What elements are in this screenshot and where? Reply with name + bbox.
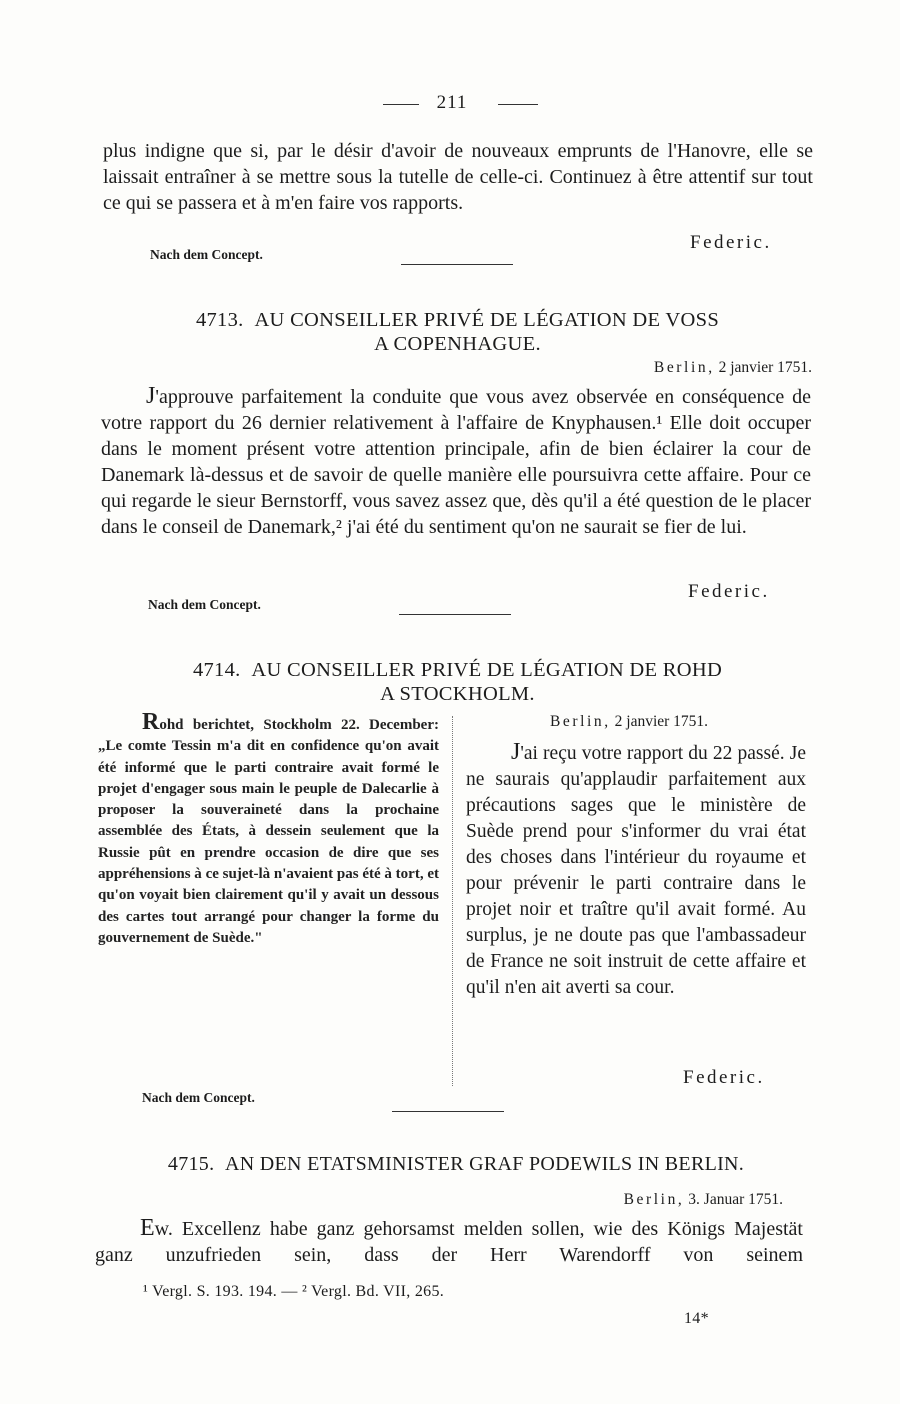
letter-4714-dateline bbox=[470, 713, 788, 731]
letter-text: 'approuve parfaitement la conduite que vous avez observée en conséquence de votre rapport du 26 dernier relativement à l'affaire de Knyphausen.¹ Elle doit occuper dans le moment présent votre attention principale, afin de bien éclairer la cour de Danemark là-dessus et de savoir de quelle manière elle poursuivra cette affaire. Pour ce qui regarde le sieur Bernstorff, vous savez assez que, dès qu'il a été question de le placer dans le conseil de Danemark,² j'ai été du sentiment qu'on ne saurait se fier de lui. bbox=[101, 386, 811, 538]
date-place: Berlin, bbox=[549, 713, 611, 730]
letter-location: A COPENHAGUE. bbox=[374, 333, 541, 355]
date-value: 2 janvier 1751. bbox=[718, 359, 812, 376]
letter-number: 4715. bbox=[167, 1153, 215, 1175]
column-separator bbox=[452, 716, 453, 1086]
letter-recipient: AU CONSEILLER PRIVÉ DE LÉGATION DE ROHD bbox=[251, 659, 723, 681]
section-divider bbox=[392, 1111, 504, 1112]
letter-4714-heading bbox=[100, 658, 815, 706]
intro-signature: Federic. bbox=[690, 232, 772, 253]
letter-text: w. Excellenz habe ganz gehorsamst melden sollen, wie des Königs Majestät ganz unzufrieden sein, dass der Herr Warendorff von seinem bbox=[95, 1218, 803, 1266]
header-rule-left bbox=[383, 104, 419, 105]
drop-initial: E bbox=[140, 1215, 155, 1241]
date-value: 3. Januar 1751. bbox=[688, 1191, 783, 1208]
letter-4713-dateline bbox=[500, 359, 812, 377]
drop-initial: J bbox=[146, 383, 156, 409]
letter-4713-signature: Federic. bbox=[688, 581, 770, 602]
date-value: 2 janvier 1751. bbox=[614, 713, 709, 730]
letter-4714-source-note: Nach dem Concept. bbox=[142, 1090, 255, 1105]
letter-text: 'ai reçu votre rapport du 22 passé. Je ne saurais qu'applaudir parfaitement aux précautions sages que le ministère de Suède prend pour s'informer du vrai état des choses dans l'intérieur du royaume et pour prévenir le parti contraire dans le projet noir et traître qu'il avait formé. Au surplus, je ne doute pas que l'ambassadeur de France ne soit instruit de cette affaire et qu'il n'en ait averti sa cour. bbox=[466, 743, 806, 998]
letter-recipient: AU CONSEILLER PRIVÉ DE LÉGATION DE VOSS bbox=[254, 309, 720, 331]
drop-initial: J bbox=[511, 739, 521, 765]
letter-4715-dateline bbox=[500, 1191, 783, 1209]
letter-4714-body bbox=[466, 739, 806, 1001]
letter-number: 4714. bbox=[192, 659, 241, 681]
letter-4713-heading bbox=[100, 308, 815, 356]
letter-number: 4713. bbox=[195, 309, 244, 331]
page-number: 211 bbox=[436, 92, 468, 113]
letter-location: A STOCKHOLM. bbox=[380, 683, 535, 705]
intro-source-note: Nach dem Concept. bbox=[150, 247, 263, 262]
letter-4713-source-note: Nach dem Concept. bbox=[148, 597, 261, 612]
header-rule-right bbox=[498, 104, 538, 105]
date-place: Berlin, bbox=[653, 359, 715, 376]
signature-mark: 14* bbox=[684, 1310, 709, 1327]
drop-initial: R bbox=[142, 709, 160, 735]
intro-paragraph bbox=[103, 138, 813, 216]
letter-recipient: AN DEN ETATSMINISTER GRAF PODEWILS IN BERLIN. bbox=[225, 1153, 745, 1175]
footnotes: ¹ Vergl. S. 193. 194. — ² Vergl. Bd. VII, 265. bbox=[143, 1283, 445, 1300]
letter-4714-signature: Federic. bbox=[683, 1067, 765, 1088]
letter-4713-body bbox=[101, 383, 811, 540]
report-summary-column bbox=[98, 709, 439, 949]
letter-4715-heading bbox=[96, 1152, 816, 1176]
section-divider bbox=[401, 264, 513, 265]
intro-text: plus indigne que si, par le désir d'avoir de nouveaux emprunts de l'Hanovre, elle se laissait entraîner à se mettre sous la tutelle de celle-ci. Continuez à être attentif sur tout ce qui se passera et à m'en faire vos rapports. bbox=[103, 140, 813, 214]
date-place: Berlin, bbox=[623, 1191, 685, 1208]
section-divider bbox=[399, 614, 511, 615]
letter-4715-body bbox=[95, 1215, 803, 1268]
report-summary-text: ohd berichtet, Stockholm 22. December: „Le comte Tessin m'a dit en confidence qu'on avait été informé que le parti contraire avait formé le projet d'engager sous main le peuple de Dalecarlie à proposer la souveraineté dans la prochaine assemblée des États, à dessein seulement que la Russie pût en prendre occasion de dire que ses appréhensions à ce sujet-là n'avaient pas été à tort, et qu'on voyait bien clairement qu'il y avait un dessous des cartes tout arrangé pour changer la forme du gouvernement de Suède." bbox=[98, 717, 439, 946]
